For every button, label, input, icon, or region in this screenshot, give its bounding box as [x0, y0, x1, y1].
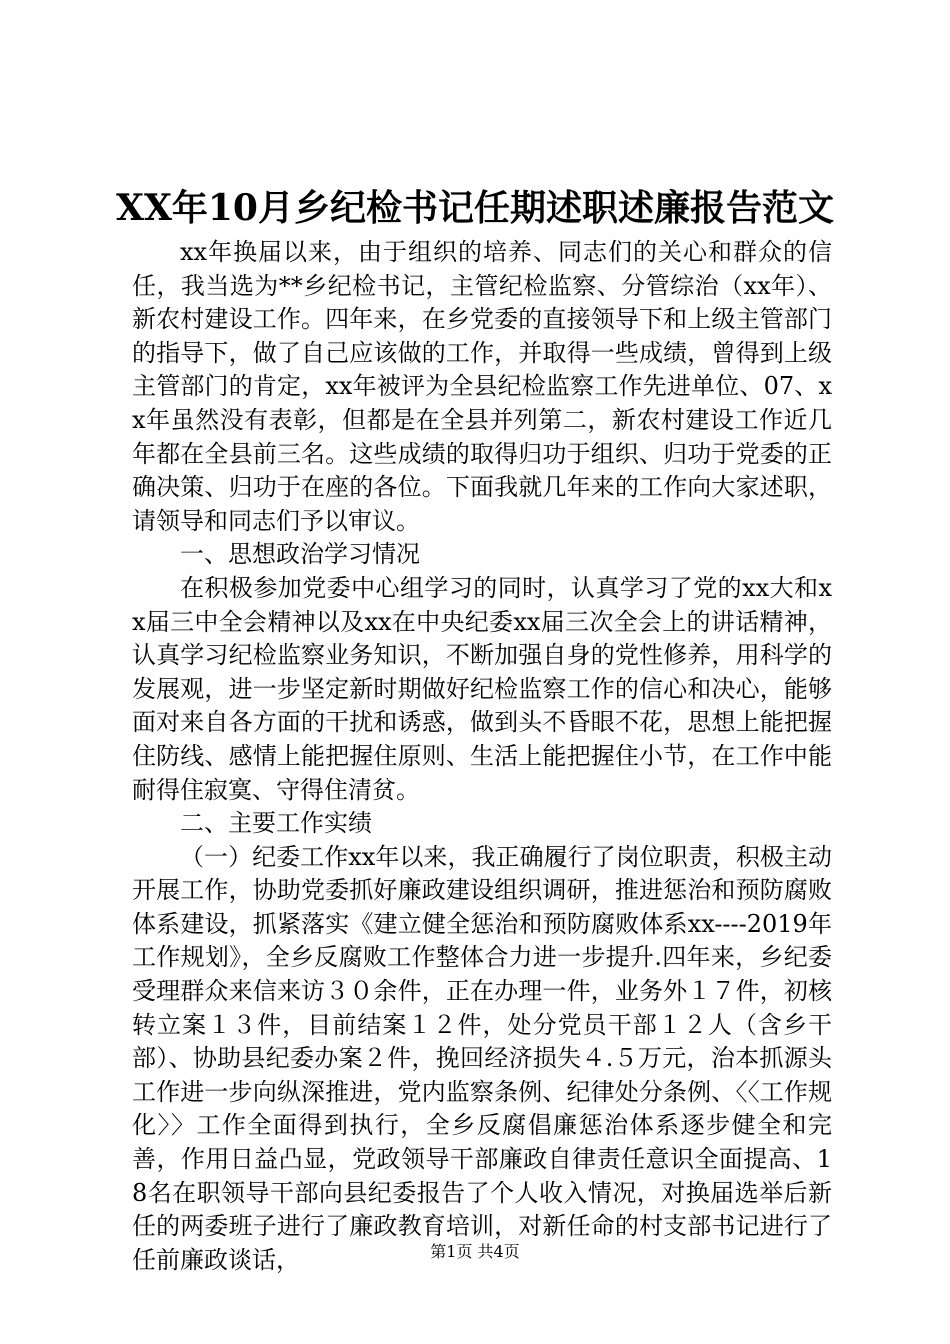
document-title: XX年10月乡纪检书记任期述职述廉报告范文	[116, 187, 834, 229]
page-number: 第1页 共4页	[430, 1242, 520, 1261]
paragraph-intro: xx年换届以来，由于组织的培养、同志们的关心和群众的信任，我当选为**乡纪检书记，主管纪检监察、分管综治（xx年）、新农村建设工作。四年来，在乡党委的直接领导下和上级主管部门的指导下，做了自己应该做的工作，并取得一些成绩，曾得到上级主管部门的肯定，xx年被评为全县纪检监察工作先进单位、07、xx年虽然没有表彰，但都是在全县并列第二，新农村建设工作近几年都在全县前三名。这些成绩的取得归功于组织、归功于党委的正确决策、归功于在座的各位。下面我就几年来的工作向大家述职，请领导和同志们予以审议。	[132, 238, 832, 535]
paragraph-discipline-work: （一）纪委工作xx年以来，我正确履行了岗位职责，积极主动开展工作，协助党委抓好廉政建设组织调研，推进惩治和预防腐败体系建设，抓紧落实《建立健全惩治和预防腐败体系xx----2019年工作规划》，全乡反腐败工作整体合力进一步提升.四年来，乡纪委受理群众来信来访３０余件，正在办理一件，业务外１７件，初核转立案１３件，目前结案１２件，处分党员干部１２人（含乡干部）、协助县纪委办案２件，挽回经济损失４.５万元，治本抓源头工作进一步向纵深推进，党内监察条例、纪律处分条例、〈〈工作规化〉〉工作全面得到执行，全乡反腐倡廉惩治体系逐步健全和完善，作用日益凸显，党政领导干部廉政自律责任意识全面提高、18名在职领导干部向县纪委报告了个人收入情况，对换届选举后新任的两委班子进行了廉政教育培训，对新任命的村支部书记进行了任前廉政谈话，	[132, 842, 832, 1274]
section-heading-study: 一、思想政治学习情况	[180, 540, 420, 569]
document-body	[132, 236, 832, 1277]
section-heading-achievements: 二、主要工作实绩	[180, 809, 372, 838]
paragraph-study: 在积极参加党委中心组学习的同时，认真学习了党的xx大和xx届三中全会精神以及xx在中央纪委xx届三次全会上的讲话精神，认真学习纪检监察业务知识，不断加强自身的党性修养，用科学的发展观，进一步坚定新时期做好纪检监察工作的信心和决心，能够面对来自各方面的干扰和诱惑，做到头不昏眼不花，思想上能把握住防线、感情上能把握住原则、生活上能把握住小节，在工作中能耐得住寂寞、守得住清贫。	[132, 573, 832, 804]
